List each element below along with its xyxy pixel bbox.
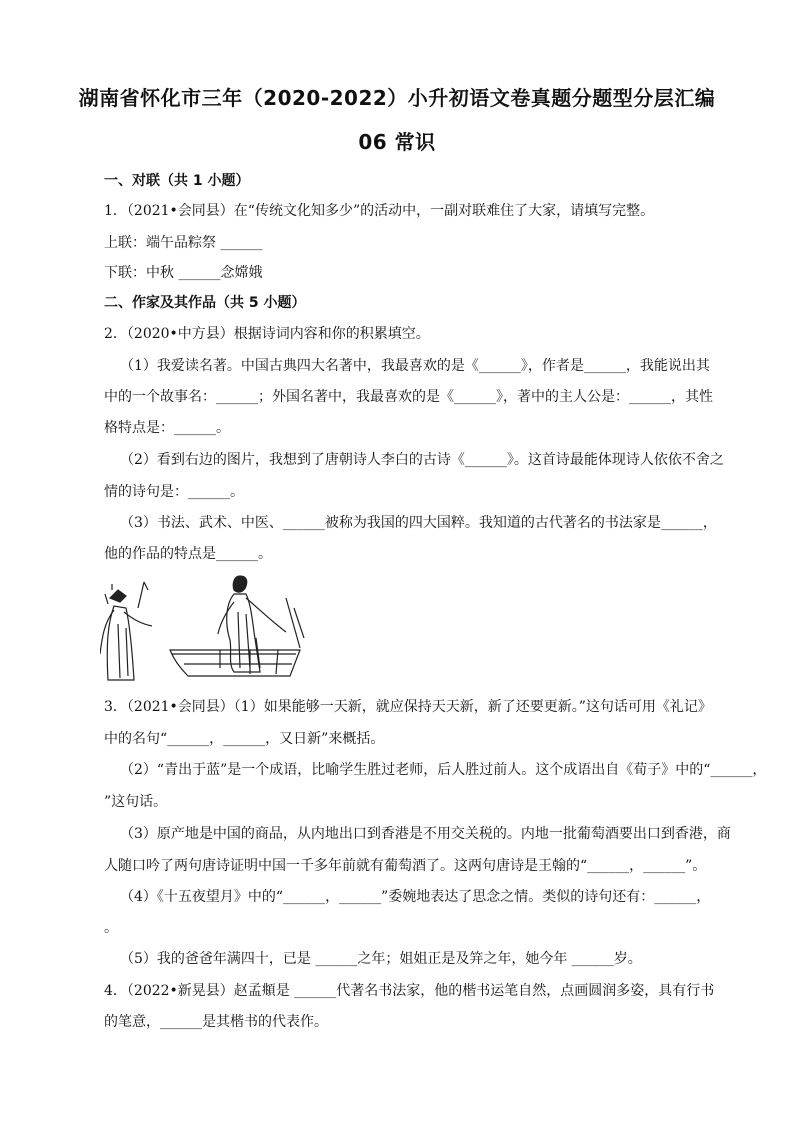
question-2-part3: （3）书法、武术、中医、______被称为我国的四大国粹。我知道的古代著名的书法家是______，	[120, 515, 717, 531]
doc-subtitle: 06 常识	[358, 130, 436, 154]
question-3-part5: （5）我的爸爸年满四十，已是 ______之年；姐姐正是及笄之年，她今年 ______岁。	[120, 951, 642, 967]
question-1-lower: 下联：中秋 ______念嫦娥	[104, 265, 263, 281]
question-1-upper: 上联：端午品粽祭 ______	[104, 235, 263, 251]
question-4-cont: 的笔意，______是其楷书的代表作。	[104, 1014, 328, 1030]
question-3-part3: （3）原产地是中国的商品，从内地出口到香港是不用交关税的。内地一批葡萄酒要出口到香港，商	[120, 826, 731, 842]
question-3-part1: 3．（2021•会同县）（1）如果能够一天新，就应保持天天新，新了还要更新。”这句话可用《礼记》	[104, 699, 712, 715]
question-4-stem: 4．（2022•新晃县）赵孟頫是 ______代著名书法家，他的楷书运笔自然，点画圆润多姿，具有行书	[104, 983, 715, 999]
section-heading-writers: 二、作家及其作品（共 5 小题）	[104, 295, 306, 311]
question-3-part2: （2）“青出于蓝”是一个成语，比喻学生胜过老师，后人胜过前人。这个成语出自《荀子》中的“______，	[120, 762, 767, 778]
doc-title: 湖南省怀化市三年（2020-2022）小升初语文卷真题分题型分层汇编	[78, 86, 716, 110]
question-2-part3-cont: 他的作品的特点是______。	[104, 546, 272, 562]
question-2-part2: （2）看到右边的图片，我想到了唐朝诗人李白的古诗《______》。这首诗最能体现诗人依依不舍之	[120, 452, 724, 468]
section-heading-couplet: 一、对联（共 1 小题）	[104, 173, 250, 189]
question-3-part4: （4）《十五夜望月》中的“______，______”委婉地表达了思念之情。类似的诗句还有：______，	[120, 889, 711, 905]
question-2-part1-cont2: 格特点是：______。	[104, 420, 230, 436]
question-3-part1-cont: 中的名句“______，______，又日新”来概括。	[104, 731, 385, 747]
question-3-part4-cont: 。	[104, 920, 118, 936]
question-2-part2-cont: 情的诗句是：______。	[104, 484, 244, 500]
question-1-stem: 1．（2021•会同县）在“传统文化知多少”的活动中，一副对联难住了大家，请填写完整。	[104, 203, 655, 219]
question-2-part1-cont: 中的一个故事名：______；外国名著中，我最喜欢的是《______》，著中的主人公是：______，其性	[104, 389, 713, 405]
question-2-stem: 2．（2020•中方县）根据诗词内容和你的积累填空。	[104, 326, 430, 342]
poet-farewell-illustration	[100, 568, 310, 688]
question-2-part1: （1）我爱读名著。中国古典四大名著中，我最喜欢的是《______》，作者是______，我能说出其	[120, 358, 710, 374]
question-3-part2-cont: ”这句话。	[104, 794, 168, 810]
question-3-part3-cont: 人随口吟了两句唐诗证明中国一千多年前就有葡萄酒了。这两句唐诗是王翰的“______，______”。	[104, 858, 707, 874]
